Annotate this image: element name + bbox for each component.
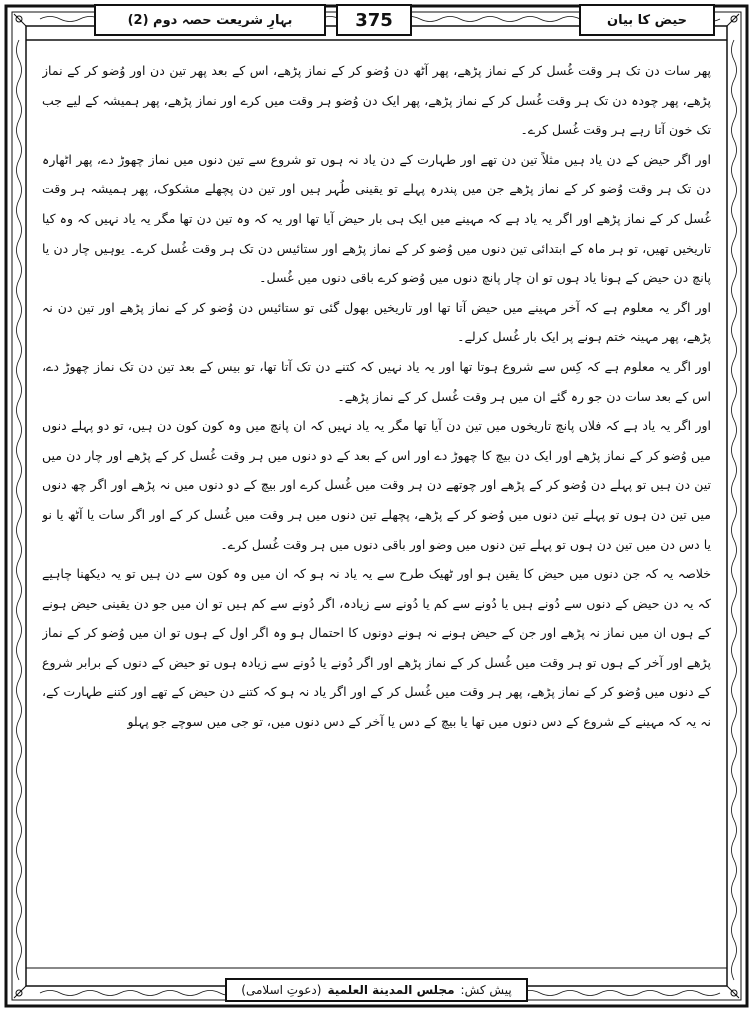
page-number: 375 bbox=[336, 4, 412, 36]
page-footer bbox=[0, 978, 753, 1002]
footer-suffix: (دعوتِ اسلامی) bbox=[241, 983, 322, 997]
paragraph: اور اگر یہ معلوم ہے کہ آخر مہینے میں حیض آتا تھا اور تاریخیں بھول گئی تو ستائیس دن وُضو کر کے نماز پڑھے اور تین دن نہ پڑھے، پھر مہینہ ختم ہونے پر ایک بار غُسل کرلے۔ bbox=[42, 299, 711, 345]
page-header bbox=[38, 4, 715, 34]
paragraph: اور اگر یہ معلوم ہے کہ کِس سے شروع ہوتا تھا اور یہ یاد نہیں کہ کتنے دن تک آتا تھا، تو بیس کے بعد تین دن تک نماز چھوڑ دے، اس کے بعد سات دن جو رہ گئے ان میں ہر وقت غُسل کر کے نماز پڑھے۔ bbox=[42, 358, 711, 404]
paragraph: پھر سات دن تک ہر وقت غُسل کر کے نماز پڑھے، پھر آٹھ دن وُضو کر کے نماز پڑھے، اس کے بعد پھر تین دن اور وُضو کر کے نماز پڑھے، پھر چودہ دن تک ہر وقت غُسل کر کے نماز پڑھے، پھر ایک دن وُضو ہر وقت میں کرے اور نماز پڑھے، پھر ہمیشہ کے لیے جب تک خون آتا رہے ہر وقت غُسل کرے۔ bbox=[42, 63, 711, 138]
publisher-credit bbox=[225, 978, 527, 1002]
paragraph: اور اگر یہ یاد ہے کہ فلاں پانچ تاریخوں میں تین دن آیا تھا مگر یہ یاد نہیں کہ ان پانچ میں وہ کون کون دن ہیں، تو دو پہلے دنوں میں وُضو کر کے نماز پڑھے اور ایک دن بیچ کا چھوڑ دے اور اس کے بعد کے دو دنوں میں ہر وقت غُسل کر کے پڑھے اور چار دن میں تین دن ہیں تو پہلے دن وُضو کر کے پڑھے اور چوتھے دن ہر وقت میں غُسل کرے اور بیچ کے دو دنوں میں نہ پڑھے اور اگر چھ دنوں میں تین دن ہوں تو پہلے تین دنوں میں وُضو کر کے پڑھے، پچھلے تین دنوں میں ہر وقت میں غُسل کر کے اور اگر سات یا آٹھ یا نو یا دس دن میں تین دن ہوں تو پہلے تین دنوں میں وضو اور باقی دنوں میں ہر وقت غُسل کرے۔ bbox=[42, 418, 711, 552]
chapter-title: حیض کا بیان bbox=[579, 4, 715, 36]
paragraph: اور اگر حیض کے دن یاد ہیں مثلاً تین دن تھے اور طہارت کے دن یاد نہ ہوں تو شروع سے تین دنوں میں نماز چھوڑ دے، پھر اٹھارہ دن تک ہر وقت وُضو کر کے نماز پڑھے جن میں پندرہ پہلے تو یقینی طُہر ہیں اور تین دن پچھلے مشکوک، پھر ہمیشہ ہر وقت غُسل کر کے نماز پڑھے اور اگر یہ یاد ہے کہ مہینے میں ایک ہی بار حیض آیا تھا اور یہ کہ وہ تین دن تھا مگر یہ یاد نہیں کہ وہ کیا تاریخیں تھیں، تو ہر ماہ کے ابتدائی تین دنوں میں وُضو کر کے نماز پڑھے اور ستائیس دن تک ہر وقت غُسل کرے۔ یوہیں چار دن یا پانچ دن حیض کے ہونا یاد ہوں تو ان چار پانچ دنوں میں وُضو کرے باقی دنوں میں غُسل۔ bbox=[42, 151, 711, 286]
page-body bbox=[42, 56, 711, 948]
book-title: بہارِ شریعت حصہ دوم (2) bbox=[94, 4, 326, 36]
paragraph: خلاصہ یہ کہ جن دنوں میں حیض کا یقین ہو اور ٹھیک طرح سے یہ یاد نہ ہو کہ ان میں وہ کون سے دن ہیں تو یہ دیکھنا چاہیے کہ یہ دن حیض کے دنوں سے دُونے ہیں یا دُونے سے کم یا دُونے سے زیادہ، اگر دُونے سے کم ہیں تو ان میں جو دن یقینی حیض ہونے کے ہوں ان میں نماز نہ پڑھے اور جن کے حیض ہونے نہ ہونے دونوں کا احتمال ہو وہ اگر اول کے ہوں تو ان میں وُضو کر کے نماز پڑھے اور آخر کے ہوں تو ہر وقت میں غُسل کر کے نماز پڑھے اور اگر دُونے یا دُونے سے زیادہ ہوں تو حیض کے دنوں کے برابر شروع کے دنوں میں وُضو کر کے نماز پڑھے، پھر ہر وقت میں غُسل کر کے اور اگر یاد نہ ہو کہ کتنے دن حیض کے تھے اور کتنے طہارت کے، نہ یہ کہ مہینے کے شروع کے دس دنوں میں تھا یا بیچ کے دس یا آخر کے دس دنوں میں، تو جی میں سوچے جو پہلو bbox=[42, 566, 711, 730]
footer-prefix: پیش کش: bbox=[460, 983, 512, 997]
footer-organization: مجلس المدينة العلمية bbox=[327, 983, 455, 997]
